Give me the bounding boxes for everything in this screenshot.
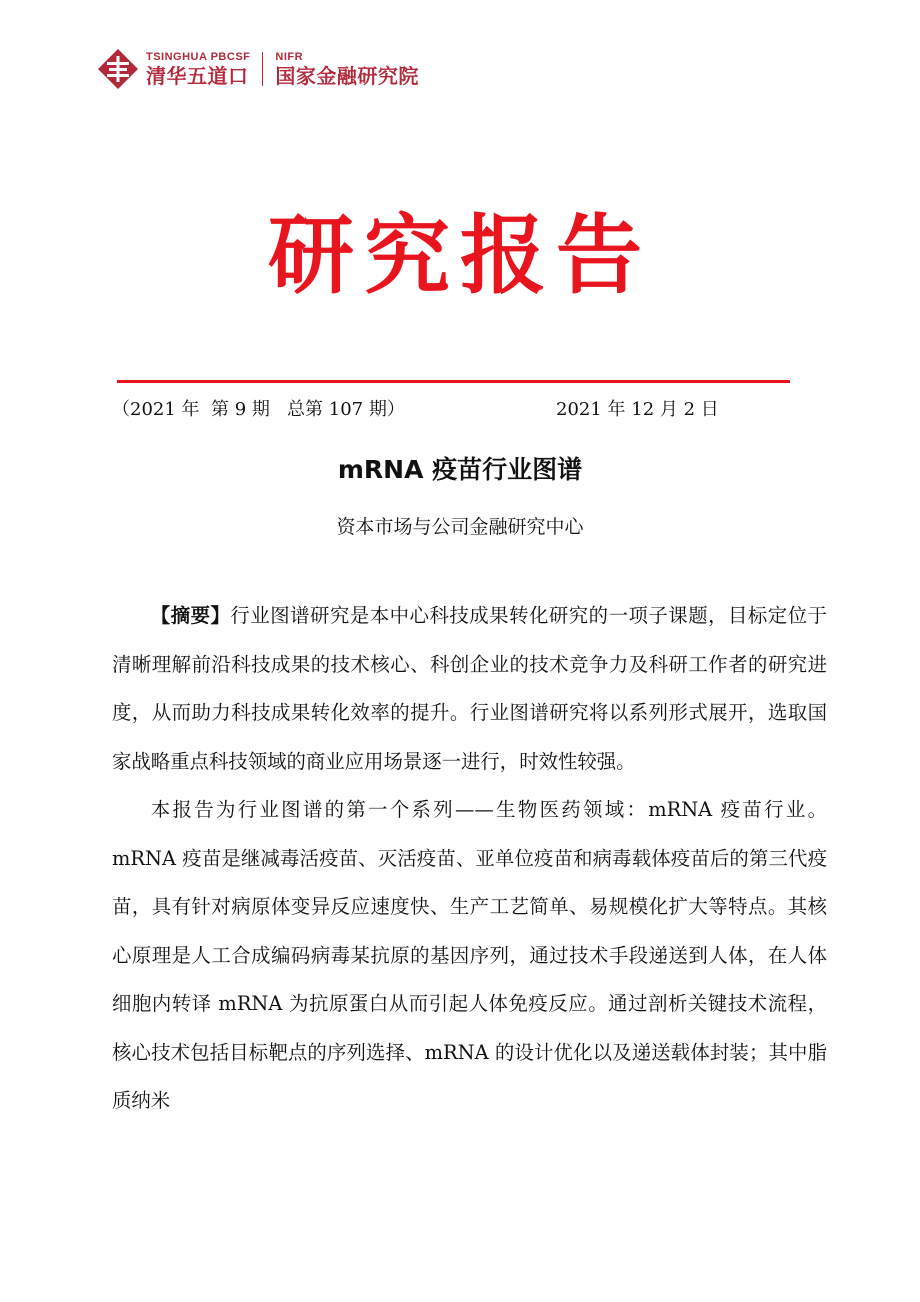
department-name: 资本市场与公司金融研究中心: [336, 516, 584, 538]
org-name-english: TSINGHUA PBCSF: [146, 50, 251, 63]
page-title: 研究报告: [268, 205, 652, 306]
title-divider: [117, 380, 790, 383]
issue-info: （2021 年 第 9 期 总第 107 期）: [112, 399, 405, 420]
report-title: mRNA 疫苗行业图谱: [337, 455, 583, 484]
institute-name-english: NIFR: [275, 50, 304, 63]
abstract-label: 【摘要】: [150, 604, 231, 627]
body-paragraph: 本报告为行业图谱的第一个系列——生物医药领域：mRNA 疫苗行业。mRNA 疫苗是继减毒活疫苗、灭活疫苗、亚单位疫苗和病毒载体疫苗后的第三代疫苗，具有针对病原体变异反应速度快、生产工艺简单、易规模化扩大等特点。其核心原理是人工合成编码病毒某抗原的基因序列，通过技术手段递送到人体，在人体细胞内转译 mRNA 为抗原蛋白从而引起人体免疫反应。通过剖析关键技术流程，核心技术包括目标靶点的序列选择、mRNA 的设计优化以及递送载体封装；其中脂质纳米: [112, 798, 827, 1112]
org-name-chinese: 清华五道口: [146, 63, 249, 88]
abstract-text: 行业图谱研究是本中心科技成果转化研究的一项子课题，目标定位于清晰理解前沿科技成果的技术核心、科创企业的技术竞争力及科研工作者的研究进度，从而助力科技成果转化效率的提升。行业图谱研究将以系列形式展开，选取国家战略重点科技领域的商业应用场景逐一进行，时效性较强。: [112, 604, 828, 773]
pbcsf-emblem-icon: [96, 47, 140, 91]
header-logo: [96, 44, 419, 94]
abstract-paragraph: [112, 592, 827, 786]
report-body: [112, 592, 827, 1126]
issue-date: 2021 年 12 月 2 日: [556, 399, 719, 420]
logo-divider: [262, 52, 263, 86]
institute-name-chinese: 国家金融研究院: [275, 63, 419, 88]
